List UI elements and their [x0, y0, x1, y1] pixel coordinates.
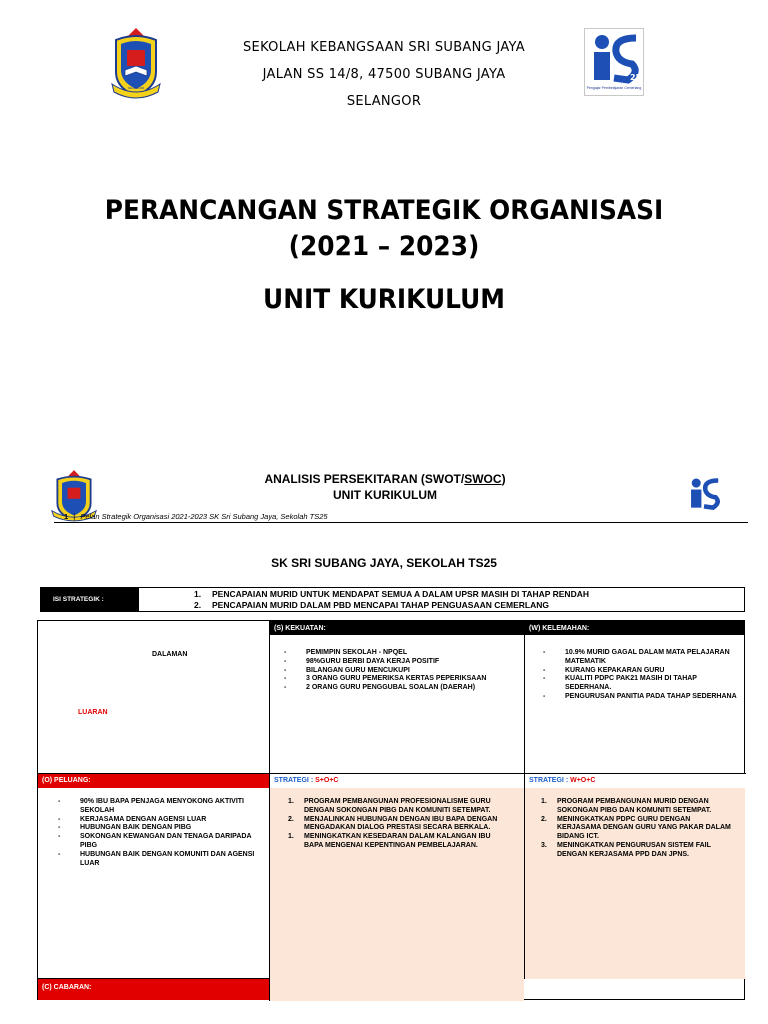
- logo-caption: Pengajar Pembelajaran Cemerlang: [586, 86, 642, 90]
- dalaman-label: DALAMAN: [152, 651, 188, 658]
- svg-text:25: 25: [630, 73, 642, 82]
- footer-text: [64, 512, 328, 521]
- document-title: [31, 193, 738, 265]
- heading-line-2: UNIT KURIKULUM: [333, 488, 437, 502]
- so-strategy-header: STRATEGI : S+O+C: [270, 774, 524, 788]
- list-item: - KURANG KEPAKARAN GURU: [543, 667, 739, 676]
- footer-caption: Pelan Strategik Organisasi 2021-2023 SK Sri Subang Jaya, Sekolah TS25: [80, 512, 328, 521]
- school-label: SK SRI SUBANG JAYA, SEKOLAH TS25: [271, 556, 497, 570]
- issue-list: [139, 588, 589, 611]
- swot-grid: [37, 620, 745, 1000]
- footer-separator: |: [73, 512, 76, 521]
- issue-label: ISI STRATEGIK :: [41, 588, 139, 611]
- issue-item: 1. PENCAPAIAN MURID UNTUK MENDAPAT SEMUA A DALAM UPSR MASIH DI TAHAP RENDAH: [194, 589, 589, 599]
- wo-strategy-list: [537, 798, 733, 860]
- list-item: - 90% IBU BAPA PENJAGA MENYOKONG AKTIVITI SEKOLAH: [58, 798, 264, 816]
- list-item: - 3 ORANG GURU PEMERIKSA KERTAS PEPERIKSAAN: [284, 675, 504, 684]
- footer-page-number: 1: [64, 512, 69, 521]
- school-state: SELANGOR: [346, 94, 422, 109]
- weaknesses-header: (W) KELEMAHAN:: [525, 621, 745, 635]
- list-item: - SOKONGAN KEWANGAN DAN TENAGA DARIPADA PIBG: [58, 833, 264, 851]
- list-item: - 2 ORANG GURU PENGGUBAL SOALAN (DAERAH): [284, 684, 504, 693]
- list-item: - PENGURUSAN PANITIA PADA TAHAP SEDERHANA: [543, 693, 739, 702]
- heading-suffix: ): [501, 472, 506, 486]
- list-item: - 10.9% MURID GAGAL DALAM MATA PELAJARAN MATEMATIK: [543, 649, 739, 667]
- school-address: JALAN SS 14/8, 47500 SUBANG JAYA: [262, 67, 506, 82]
- threats-cell: [38, 979, 269, 1000]
- swot-heading: [200, 471, 570, 503]
- list-item: 2. MENJALINKAN HUBUNGAN DENGAN IBU BAPA DENGAN MENGADAKAN DIALOG PRESTASI SECARA BERKALA.: [288, 815, 498, 832]
- list-item: - KERJASAMA DENGAN AGENSI LUAR: [58, 816, 264, 825]
- list-item: 1. MENINGKATKAN KESEDARAN DALAM KALANGAN IBU BAPA MENGENAI KEPENTINGAN PEMBELAJARAN.: [288, 833, 491, 849]
- luaran-label: LUARAN: [78, 709, 108, 716]
- strengths-cell: [270, 621, 524, 773]
- strategic-issue-box: [40, 587, 745, 612]
- opportunities-list: [58, 798, 264, 868]
- so-strategy-list: [284, 798, 506, 851]
- wo-strategy-cell: [525, 774, 745, 979]
- list-item: - HUBUNGAN BAIK DENGAN PIBG: [58, 824, 264, 833]
- list-item: - 98%GURU BERBI DAYA KERJA POSITIF: [284, 658, 504, 667]
- list-item: - HUBUNGAN BAIK DENGAN KOMUNITI DAN AGENSI LUAR: [58, 851, 264, 869]
- list-item: 1. PROGRAM PEMBANGUNAN MURID DENGAN SOKONGAN PIBG DAN KOMUNITI SETEMPAT.: [541, 798, 712, 814]
- strengths-header: (S) KEKUATAN:: [270, 621, 524, 635]
- wo-strategy-header: STRATEGI : W+O+C: [525, 774, 745, 788]
- list-item: - PEMIMPIN SEKOLAH - NPQEL: [284, 649, 504, 658]
- school-name: SEKOLAH KEBANGSAAN SRI SUBANG JAYA: [243, 40, 525, 55]
- opportunities-cell: [38, 774, 269, 979]
- threats-header: (C) CABARAN:: [38, 979, 269, 1000]
- opportunities-header: (O) PELUANG:: [38, 774, 269, 788]
- list-item: 1. PROGRAM PEMBANGUNAN PROFESIONALISME GURU DENGAN SOKONGAN PIBG DAN KOMUNITI SETEMPAT.: [288, 798, 491, 814]
- unit-title: UNIT KURIKULUM: [263, 284, 505, 315]
- heading-underlined: SWOC: [464, 472, 502, 486]
- crest-caption: SELANGOR: [127, 86, 145, 90]
- so-strategy-cell: [270, 774, 524, 1001]
- list-item: - BILANGAN GURU MENCUKUPI: [284, 667, 504, 676]
- weaknesses-list: [543, 649, 739, 702]
- list-item: - KUALITI PDPC PAK21 MASIH DI TAHAP SEDERHANA.: [543, 675, 739, 693]
- heading-prefix: ANALISIS PERSEKITARAN (SWOT/: [264, 472, 465, 486]
- ts25-logo-small: [684, 474, 724, 518]
- title-line-2: (2021 – 2023): [288, 231, 480, 262]
- title-line-1: PERANCANGAN STRATEGIK ORGANISASI: [104, 195, 664, 226]
- weaknesses-cell: [525, 621, 745, 773]
- footer-divider: [54, 522, 748, 523]
- strengths-list: [284, 649, 504, 693]
- issue-item: 2. PENCAPAIAN MURID DALAM PBD MENCAPAI TAHAP PENGUASAAN CEMERLANG: [194, 600, 550, 610]
- grid-divider: [38, 978, 269, 979]
- school-address-block: [214, 40, 554, 121]
- list-item: 3. MENINGKATKAN PENGURUSAN SISTEM FAIL DENGAN KERJASAMA PPD DAN JPNS.: [541, 841, 711, 858]
- list-item: 2. MENINGKATKAN PDPC GURU DENGAN KERJASAMA DENGAN GURU YANG PAKAR DALAM BIDANG ICT.: [541, 815, 731, 841]
